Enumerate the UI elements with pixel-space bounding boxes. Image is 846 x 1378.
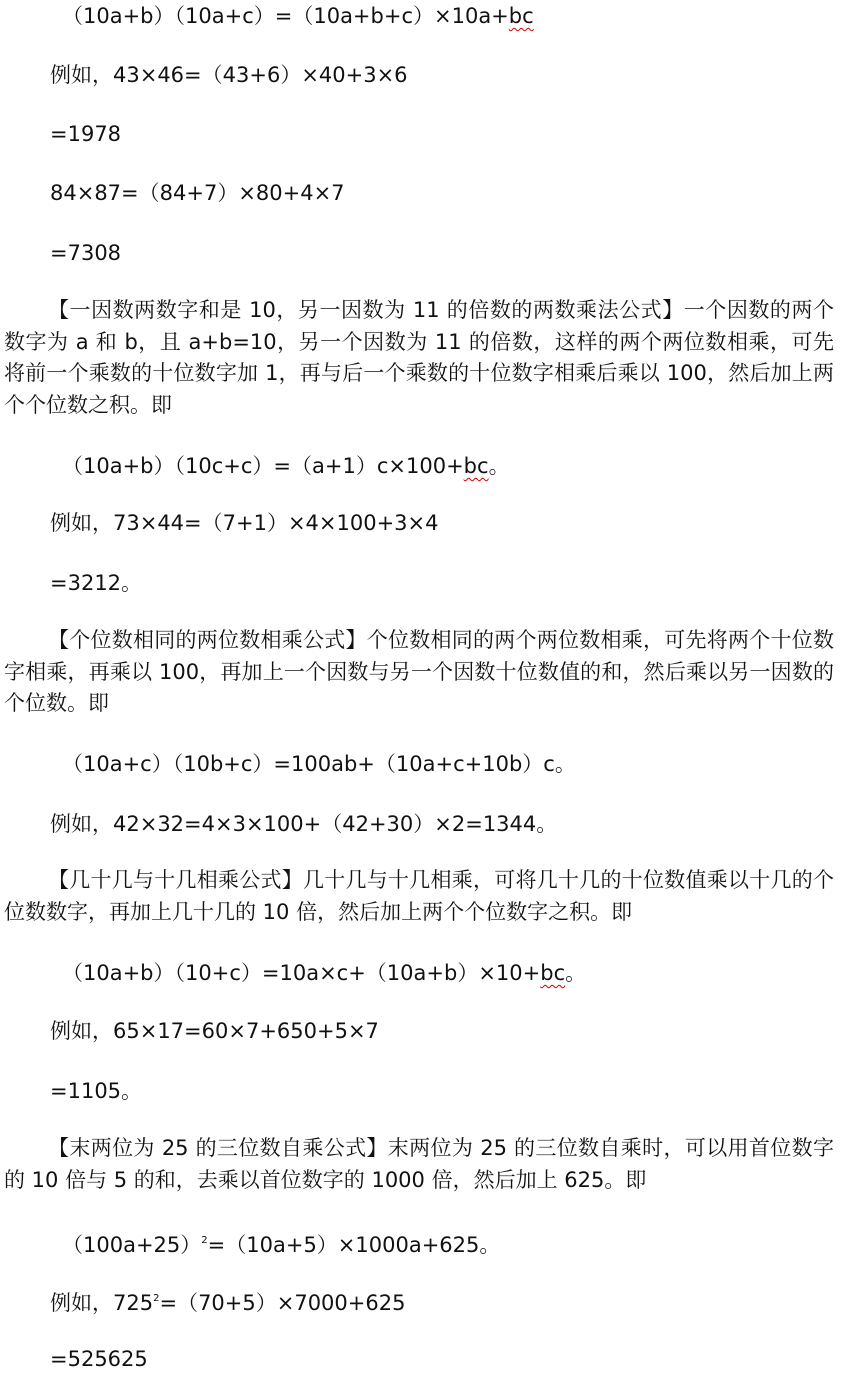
example-line: 例如，73×44=（7+1）×4×100+3×4 bbox=[50, 511, 439, 535]
formula-text: 。 bbox=[565, 961, 587, 985]
example-text: =（70+5）×7000+625 bbox=[159, 1291, 406, 1315]
spellcheck-underlined-text: bc bbox=[463, 454, 489, 478]
formula-text: （10a+b）（10+c）=10a×c+（10a+b）×10+ bbox=[62, 961, 541, 985]
paragraph: 【个位数相同的两位数相乘公式】个位数相同的两个两位数相乘，可先将两个十位数字相乘，再乘以 100，再加上一个因数与另一个因数十位数值的和，然后乘以另一因数的个位数。即 bbox=[4, 628, 834, 715]
paragraph: 【一因数两数字和是 10，另一因数为 11 的倍数的两数乘法公式】一个因数的两个数字为 a 和 b，且 a+b=10，另一个因数为 11 的倍数，这样的两个两位数相乘，可先将前一个乘数的十位数字加 1，再与后一个乘数的十位数字相乘后乘以 100，然后加上两个个位数之积。即 bbox=[4, 298, 834, 417]
formula-line bbox=[62, 450, 510, 482]
superscript: 2 bbox=[153, 1293, 160, 1304]
formula-text: （10a+b）（10c+c）=（a+1）c×100+ bbox=[62, 454, 464, 478]
formula-text: （10a+b）（10a+c）=（10a+b+c）×10a+ bbox=[62, 4, 509, 28]
formula-line: （10a+c）（10b+c）=100ab+（10a+c+10b）c。 bbox=[62, 752, 576, 776]
formula-line bbox=[62, 0, 534, 32]
formula-line bbox=[62, 1225, 500, 1261]
result-line: =525625 bbox=[50, 1347, 148, 1371]
superscript: 2 bbox=[201, 1235, 208, 1246]
spellcheck-underlined-text: bc bbox=[508, 4, 534, 28]
paragraph: 【末两位为 25 的三位数自乘公式】末两位为 25 的三位数自乘时，可以用首位数字的 10 倍与 5 的和，去乘以首位数字的 1000 倍，然后加上 625。即 bbox=[4, 1136, 834, 1192]
paragraph: 【几十几与十几相乘公式】几十几与十几相乘，可将几十几的十位数值乘以十几的个位数数字，再加上几十几的 10 倍，然后加上两个个位数字之积。即 bbox=[4, 868, 834, 924]
result-line: =7308 bbox=[50, 241, 122, 265]
result-line: =1105。 bbox=[50, 1079, 143, 1103]
example-line: 例如，42×32=4×3×100+（42+30）×2=1344。 bbox=[50, 812, 558, 836]
result-line: =3212。 bbox=[50, 571, 143, 595]
result-line: =1978 bbox=[50, 122, 122, 146]
formula-text: =（10a+5）×1000a+625。 bbox=[207, 1233, 501, 1257]
example-text: 例如，725 bbox=[50, 1291, 154, 1315]
example-line: 例如，43×46=（43+6）×40+3×6 bbox=[50, 63, 408, 87]
formula-text: 。 bbox=[488, 454, 510, 478]
spellcheck-underlined-text: bc bbox=[540, 961, 566, 985]
example-line: 例如，65×17=60×7+650+5×7 bbox=[50, 1019, 379, 1043]
formula-text: （100a+25） bbox=[62, 1233, 202, 1257]
example-line bbox=[50, 1283, 405, 1319]
example-line: 84×87=（84+7）×80+4×7 bbox=[50, 181, 345, 205]
formula-line bbox=[62, 957, 586, 989]
